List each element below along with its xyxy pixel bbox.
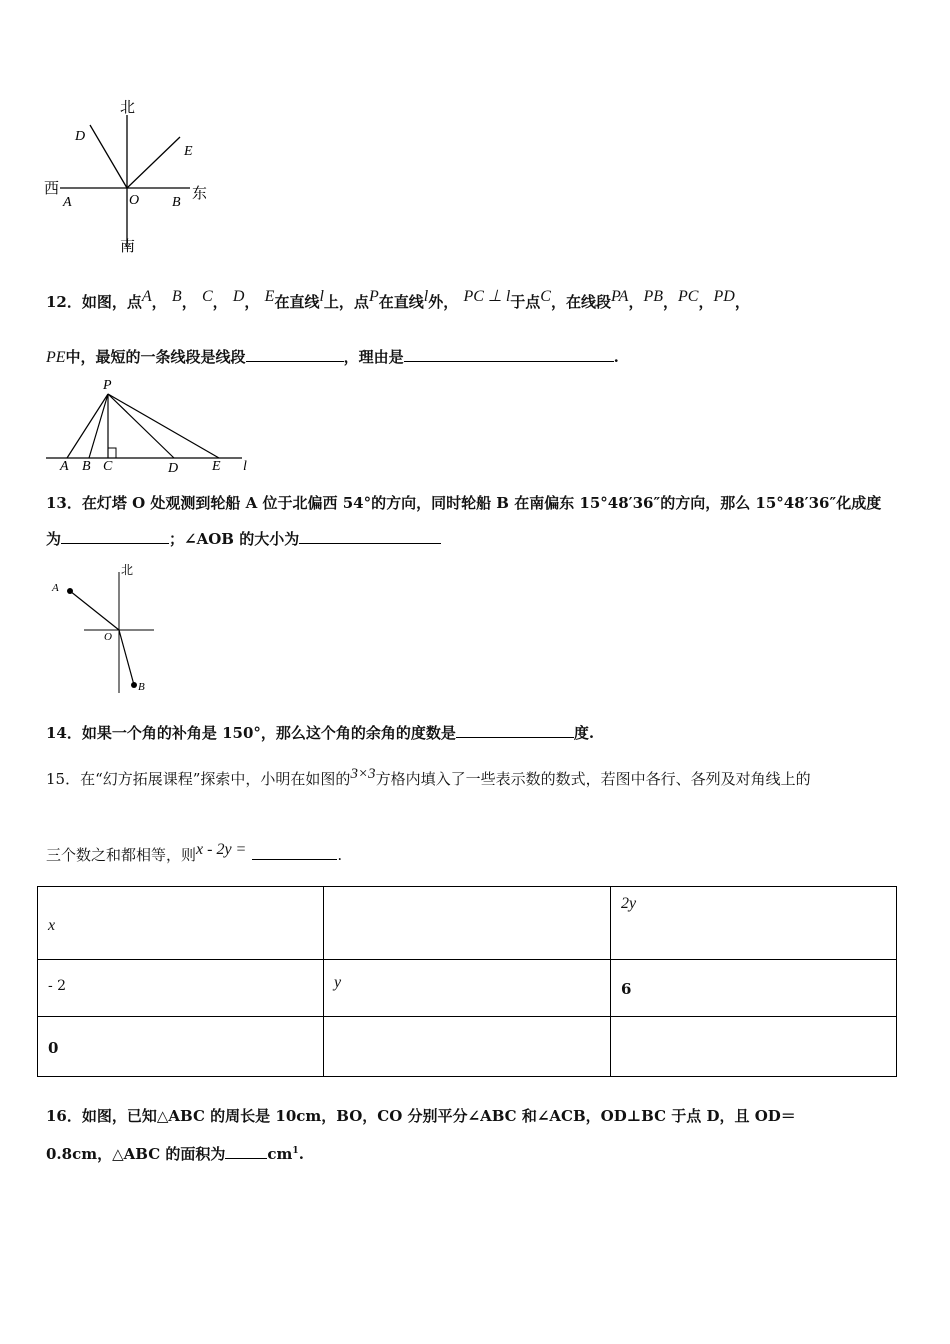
label-north: 北 [120,100,136,116]
point-E: E [264,288,275,305]
question-13-line2: 为 ；∠AOB 的大小为 [46,528,441,549]
cell-r3c1: 0 [38,1017,324,1077]
answer-blank-segment[interactable] [246,347,344,362]
point-B: B [171,288,182,305]
question-13-line1: 13．在灯塔 O 处观测到轮船 A 位于北偏西 54°的方向，同时轮船 B 在南偏东 15°48′36″的方向，那么 15°48′36″化成度 [46,494,882,512]
label-west: 西 [44,181,60,197]
ray-OD [90,125,127,188]
cell-r2c3: 6 [611,960,897,1017]
point-D: D [232,288,245,305]
figure-lighthouse [44,560,164,700]
label-E: E [184,144,193,159]
cell-r1c2 [324,887,611,960]
question-16-line2: 0.8cm，△ABC 的面积为 $cm^1$. [46,1145,304,1163]
figure-point-line-segments [44,374,264,474]
magic-square-table [37,886,897,1077]
question-16-line1: 16．如图，已知△ABC 的周长是 10cm，BO，CO 分别平分∠ABC 和∠ACB，OD⊥BC 于点 D，且 OD＝ [46,1107,796,1125]
question-15-line1: 15．在“幻方拓展课程”探索中，小明在如图的$^{3\times 3}$方格内填入了一些表示数的数式，若图中各行、各列及对角线上的 [46,766,811,788]
expression: x - 2y = [196,841,247,858]
answer-blank-degrees[interactable] [61,529,169,544]
cell-r2c1: - 2 [38,960,324,1017]
point-A: A [141,288,152,305]
answer-blank-expression[interactable] [252,845,337,860]
ray-OB [119,630,134,685]
question-15-line2: 三个数之和都相等，则$^{x - 2y =}$ . [46,841,343,864]
label-B: B [138,681,145,693]
label-D: D [168,461,179,474]
question-14: 14．如果一个角的补角是 150°，那么这个角的余角的度数是 度. [46,724,595,742]
right-angle-mark [108,448,116,458]
label-O: O [104,631,112,643]
ray-OA [70,591,119,630]
label-D: D [75,129,86,144]
label-east: 东 [192,186,208,202]
question-12-line2: PE中，最短的一条线段是线段 ，理由是 . [46,348,619,366]
point-A [67,588,73,594]
label-A: A [60,459,69,474]
label-B: B [82,459,91,474]
label-A: A [52,582,59,594]
label-B: B [172,195,181,210]
grid-size: 3×3 [350,766,376,782]
figure-compass-rays [40,95,220,255]
cell-r2c2: y [324,960,611,1017]
cell-r3c2 [324,1017,611,1077]
label-C: C [103,459,113,474]
q12-intro: 12．如图，点 [46,293,142,311]
cell-r1c3: 2y [611,887,897,960]
pc-perp-l: PC ⊥ l [463,288,511,305]
answer-blank-reason[interactable] [404,347,614,362]
label-E: E [212,459,221,474]
answer-blank-area[interactable] [225,1144,267,1159]
label-A: A [63,195,72,210]
label-l: l [243,459,247,474]
answer-blank-angle[interactable] [299,529,441,544]
cell-r3c3 [611,1017,897,1077]
cell-r1c1: x [38,887,324,960]
label-P: P [103,378,112,393]
label-O: O [129,193,140,208]
ray-OE [127,137,180,188]
point-C: C [201,288,213,305]
label-north: 北 [121,563,134,577]
label-south: 南 [120,239,136,255]
question-12-line1: 12．如图，点$^A$， $^B$， $^C$， $^D$， $^E$在直线$^l$上，点$^P$在直线$^l$外， $^{PC \perp l}$于点$^C$，在线段$^{PA}$，$^{PB}$，$^{PC}$，$^{PD}$， [46,288,750,311]
answer-blank-complement[interactable] [456,723,574,738]
point-B [131,682,137,688]
